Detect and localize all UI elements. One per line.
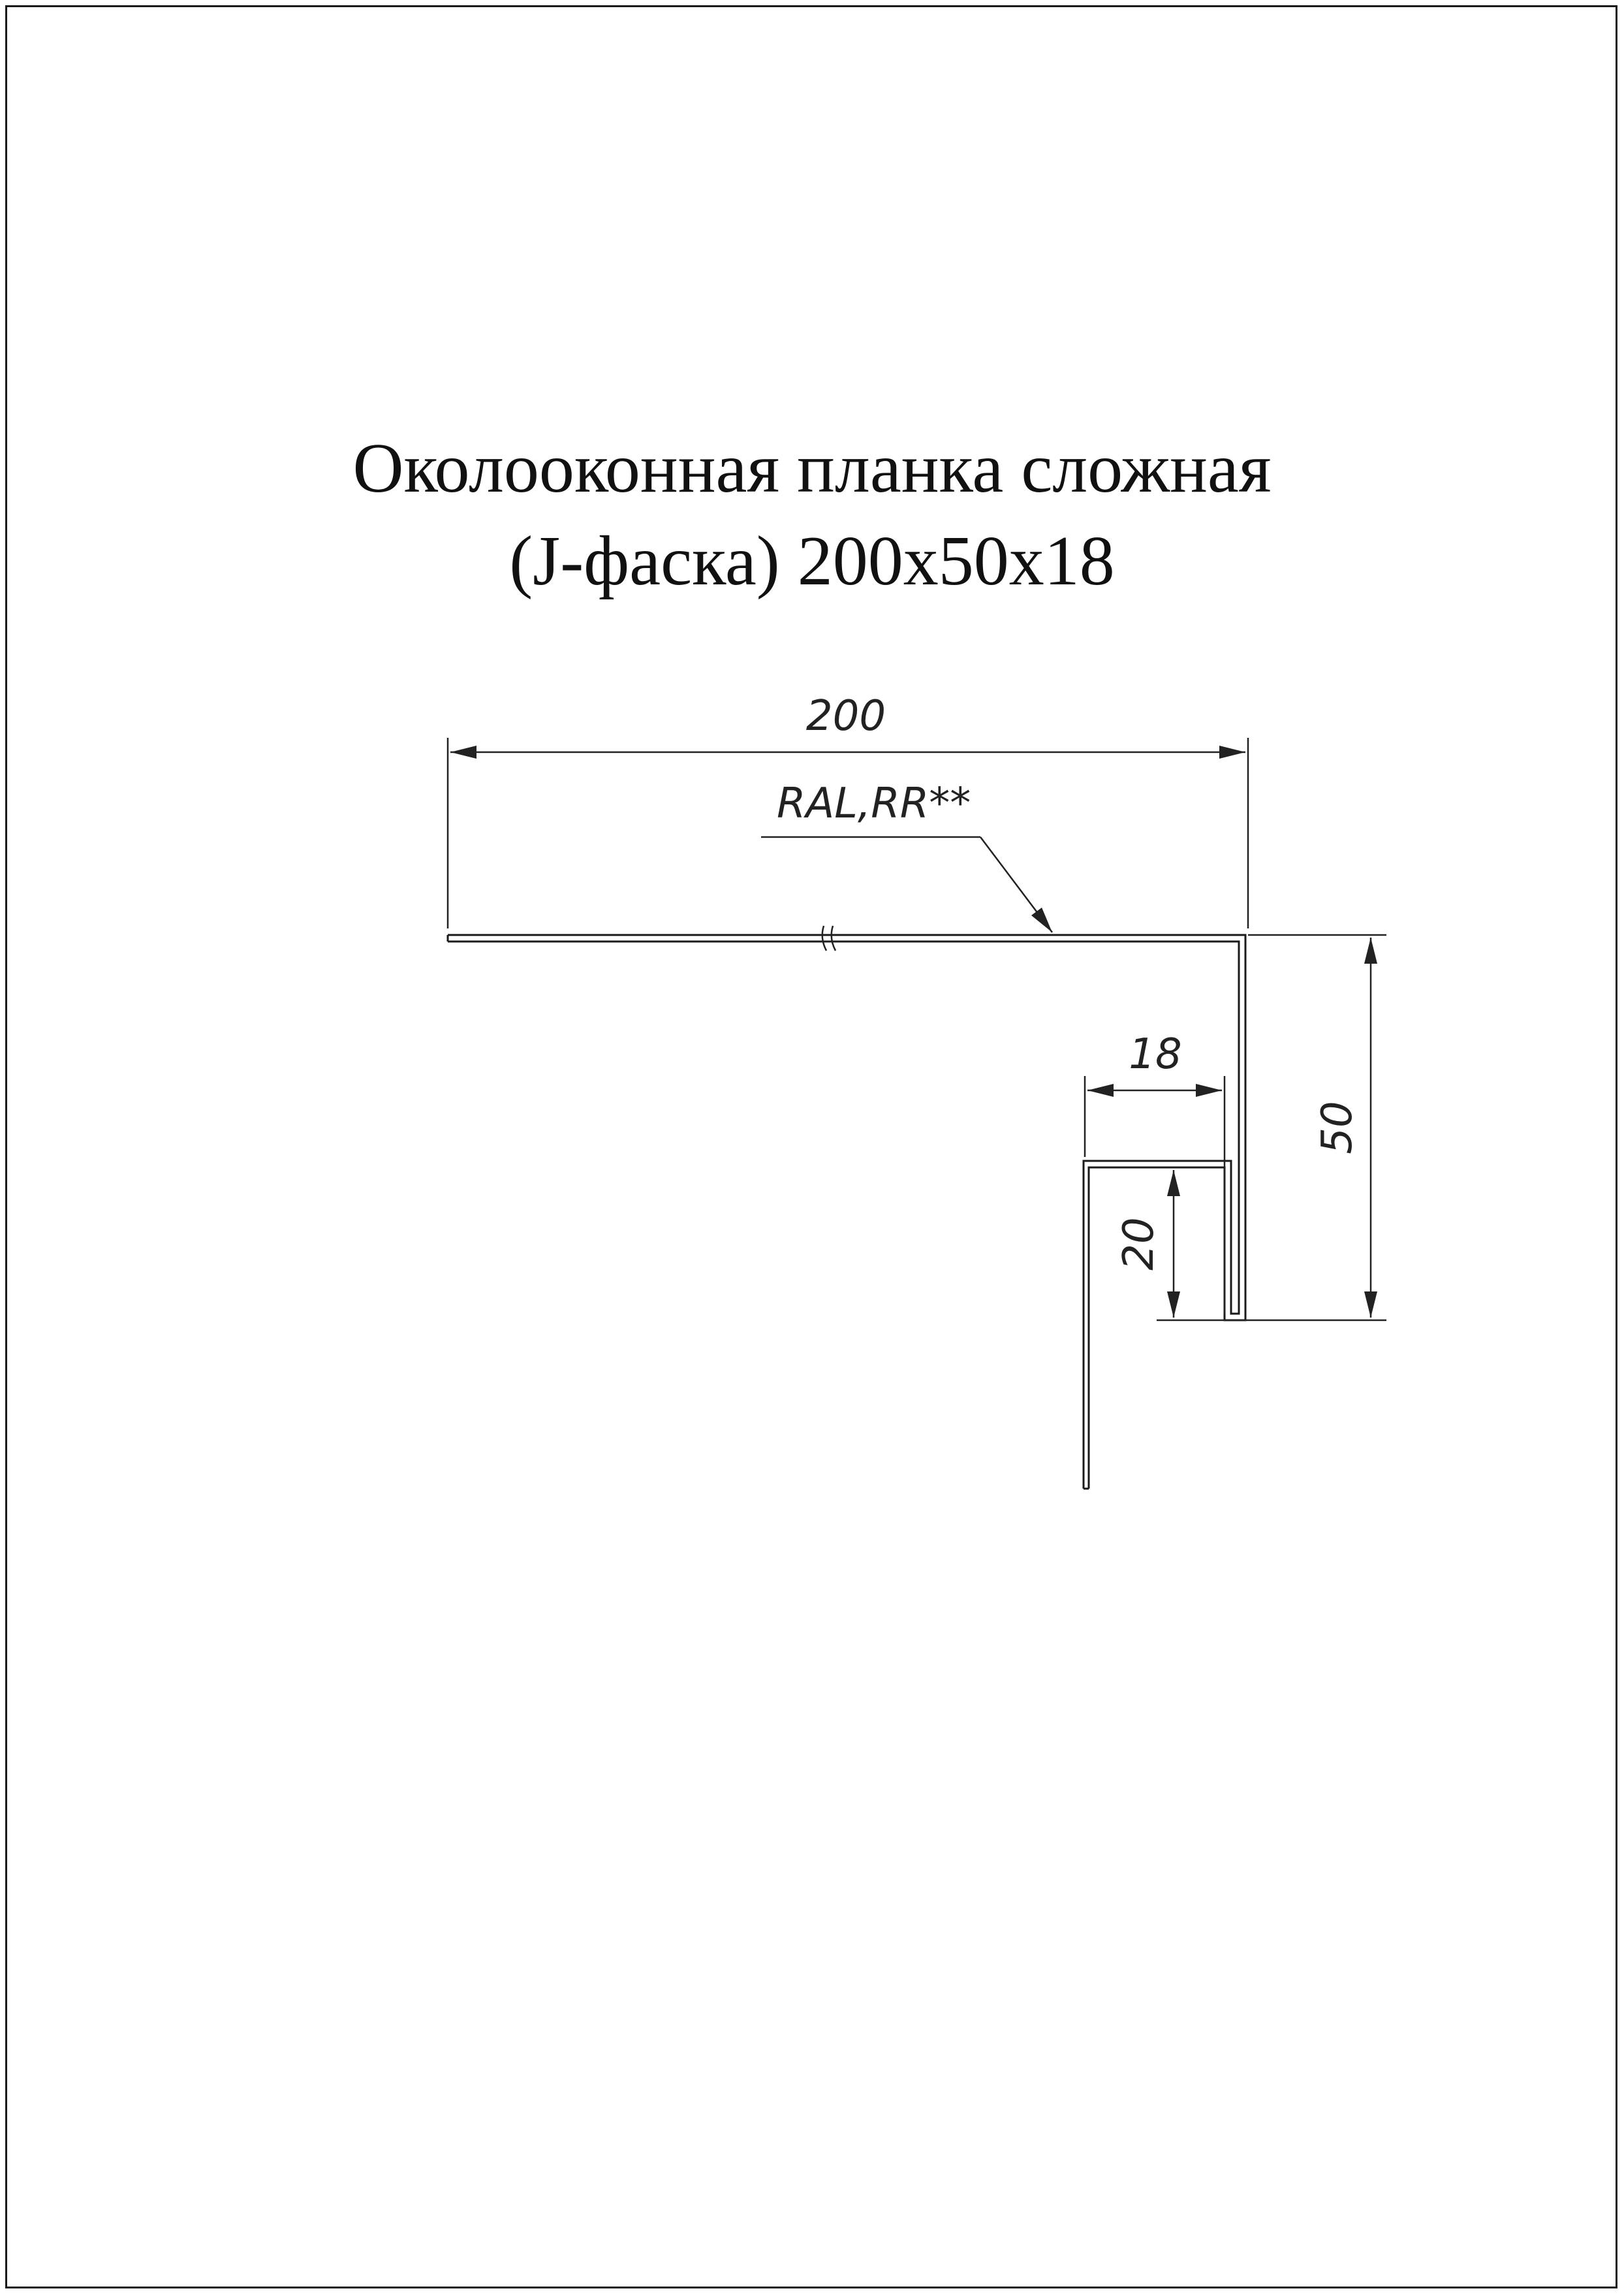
break-symbol [822,926,835,951]
dimension-label-20: 20 [1115,1217,1163,1271]
profile-shape [448,935,1245,1489]
dimension-20 [1167,1170,1180,1318]
drawing-title-line-1: Околооконная планка сложная [352,430,1272,507]
dimension-label-200: 200 [805,692,886,740]
arrow-18-right [1196,1084,1222,1097]
arrow-200-left [450,746,476,759]
arrow-50-top [1364,938,1377,964]
arrow-20-top [1167,1170,1180,1196]
coating-leader [761,837,1052,932]
dimension-200 [448,738,1248,928]
profile-outer-line [448,935,1245,1489]
drawing-title-line-2: (J-фаска) 200х50х18 [509,522,1115,600]
coating-label: RAL,RR** [777,780,971,828]
arrow-18-left [1087,1084,1114,1097]
arrow-50-bottom [1364,1291,1377,1318]
dimension-label-18: 18 [1129,1030,1182,1079]
dimension-18 [1085,1076,1225,1314]
dimension-label-50: 50 [1313,1101,1362,1154]
arrow-200-right [1219,746,1245,759]
arrow-20-bottom [1167,1291,1180,1318]
profile-inner-line [448,942,1239,1489]
